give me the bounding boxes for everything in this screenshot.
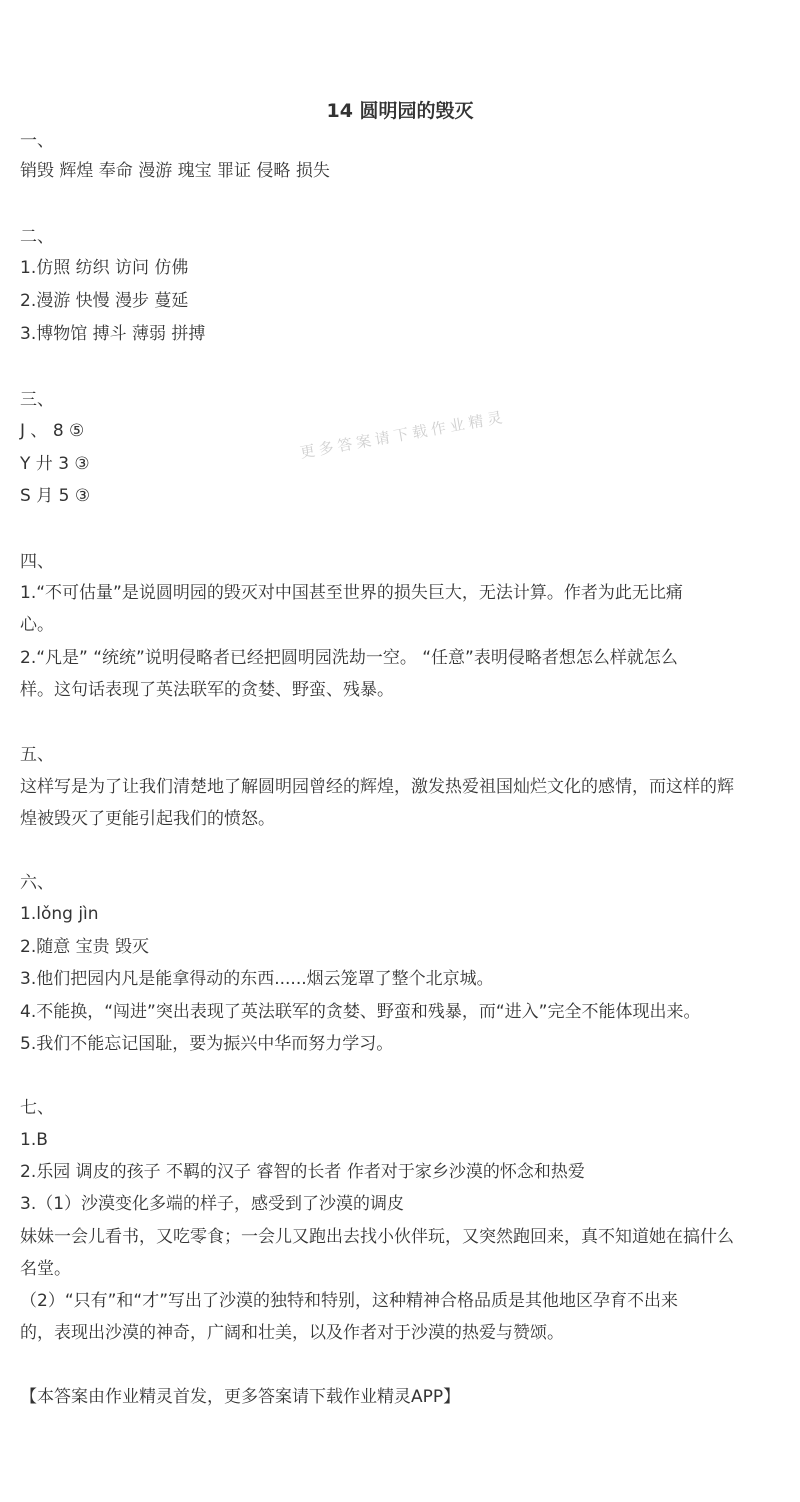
- page-title: 14 圆明园的毁灭: [326, 100, 474, 122]
- section-7-line-2: 2.乐园 调皮的孩子 不羁的汉子 睿智的长者 作者对于家乡沙漠的怀念和热爱: [20, 1162, 585, 1182]
- section-5-line-2: 煌被毁灭了更能引起我们的愤怒。: [20, 809, 275, 829]
- watermark: 更多答案请下载作业精灵: [298, 407, 508, 462]
- section-6-line-4: 4.不能换，“闯进”突出表现了英法联军的贪婪、野蛮和残暴，而“进入”完全不能体现出来。: [20, 1002, 701, 1022]
- section-7-heading: 七、: [20, 1098, 54, 1118]
- section-7-line-1: 1.B: [20, 1130, 48, 1150]
- section-5-line-1: 这样写是为了让我们清楚地了解圆明园曾经的辉煌，激发热爱祖国灿烂文化的感情，而这样的辉: [20, 777, 734, 797]
- section-3-heading: 三、: [20, 390, 54, 410]
- section-1-line-1: 销毁 辉煌 奉命 漫游 瑰宝 罪证 侵略 损失: [20, 161, 330, 181]
- section-6-line-2: 2.随意 宝贵 毁灭: [20, 937, 150, 957]
- section-2-line-2: 2.漫游 快慢 漫步 蔓延: [20, 291, 189, 311]
- section-1-heading: 一、: [20, 131, 54, 151]
- section-6-heading: 六、: [20, 873, 54, 893]
- section-4-line-3: 2.“凡是” “统统”说明侵略者已经把圆明园洗劫一空。 “任意”表明侵略者想怎么样就怎么: [20, 648, 678, 668]
- section-2-line-3: 3.博物馆 搏斗 薄弱 拼搏: [20, 324, 206, 344]
- section-3-line-1: J 、 8 ⑤: [20, 421, 85, 441]
- section-2-line-1: 1.仿照 纺织 访问 仿佛: [20, 258, 189, 278]
- section-6-line-1: 1.lǒng jìn: [20, 904, 99, 924]
- section-4-line-1: 1.“不可估量”是说圆明园的毁灭对中国甚至世界的损失巨大，无法计算。作者为此无比痛: [20, 583, 683, 603]
- section-4-line-4: 样。这句话表现了英法联军的贪婪、野蛮、残暴。: [20, 680, 394, 700]
- section-7-line-7: 的，表现出沙漠的神奇，广阔和壮美，以及作者对于沙漠的热爱与赞颂。: [20, 1323, 564, 1343]
- section-7-line-6: （2）“只有”和“才”写出了沙漠的独特和特别，这种精神合格品质是其他地区孕育不出来: [20, 1291, 679, 1311]
- section-3-line-3: S 月 5 ③: [20, 486, 91, 506]
- section-7-line-3: 3.（1）沙漠变化多端的样子，感受到了沙漠的调皮: [20, 1194, 405, 1214]
- section-4-heading: 四、: [20, 552, 54, 572]
- footer-note: 【本答案由作业精灵首发，更多答案请下载作业精灵APP】: [20, 1387, 461, 1407]
- section-6-line-3: 3.他们把园内凡是能拿得动的东西......烟云笼罩了整个北京城。: [20, 969, 494, 989]
- section-6-line-5: 5.我们不能忘记国耻，要为振兴中华而努力学习。: [20, 1034, 394, 1054]
- section-5-heading: 五、: [20, 745, 54, 765]
- section-3-line-2: Y 廾 3 ③: [20, 454, 90, 474]
- section-7-line-4: 妹妹一会儿看书，又吃零食；一会儿又跑出去找小伙伴玩，又突然跑回来，真不知道她在搞什么: [20, 1227, 734, 1247]
- section-7-line-5: 名堂。: [20, 1259, 71, 1279]
- section-2-heading: 二、: [20, 227, 54, 247]
- section-4-line-2: 心。: [20, 615, 54, 635]
